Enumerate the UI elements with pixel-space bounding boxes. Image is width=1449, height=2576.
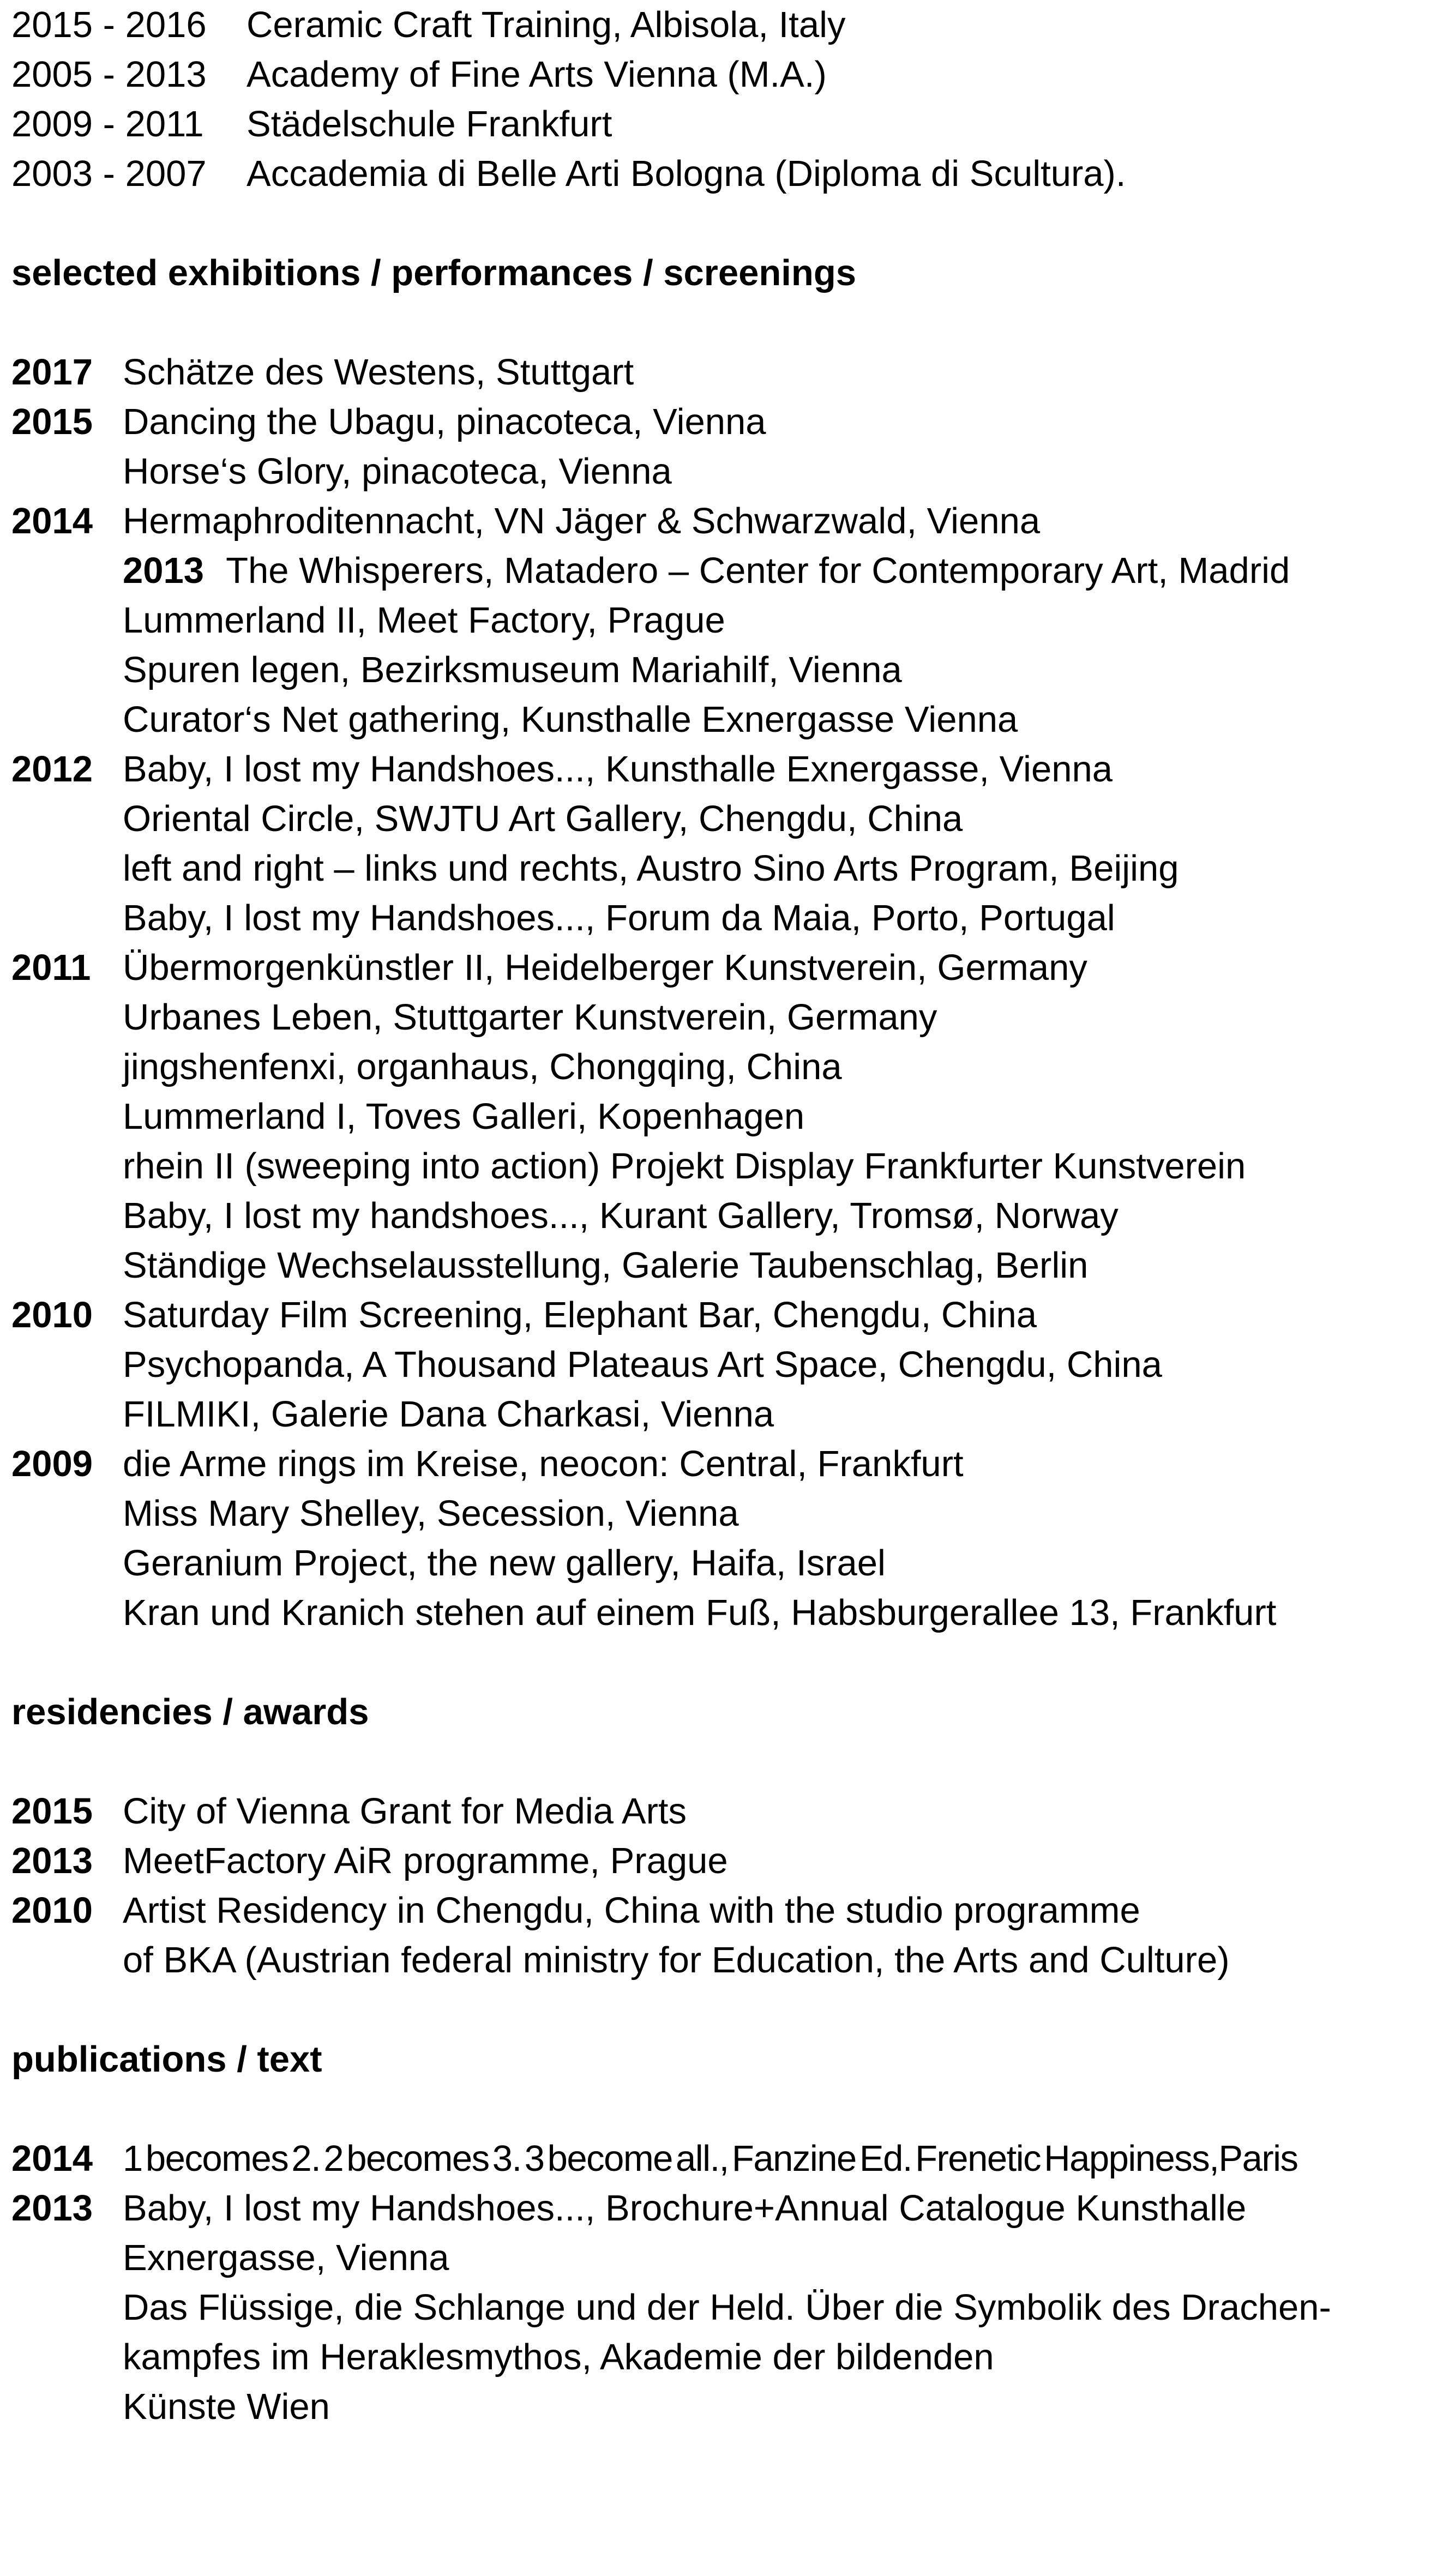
cv-line xyxy=(0,447,1449,496)
cv-line xyxy=(0,1092,1449,1141)
section-gap xyxy=(0,298,1449,347)
cv-line xyxy=(0,1588,1449,1638)
cv-line xyxy=(0,546,1449,595)
cv-line xyxy=(0,1141,1449,1191)
year-label: 2010 xyxy=(11,1890,93,1931)
entry-text: Exnergasse, Vienna xyxy=(123,2237,449,2278)
year-label: 2014 xyxy=(11,501,93,541)
entry-text: Kran und Kranich stehen auf einem Fuß, Habsburgerallee 13, Frankfurt xyxy=(123,1592,1277,1633)
entry-text: FILMIKI, Galerie Dana Charkasi, Vienna xyxy=(123,1394,774,1435)
entry-text: Horse‘s Glory, pinacoteca, Vienna xyxy=(123,451,672,492)
cv-line xyxy=(0,893,1449,943)
entry-text: kampfes im Heraklesmythos, Akademie der bildenden xyxy=(123,2337,994,2378)
cv-line xyxy=(0,1935,1449,1985)
entry-text: 1 becomes 2. 2 becomes 3. 3 become all., Fanzine Ed. Frenetic Happiness,Paris xyxy=(123,2138,1298,2179)
entry-text: MeetFactory AiR programme, Prague xyxy=(123,1840,728,1881)
cv-line xyxy=(0,397,1449,447)
entry-text: Curator‘s Net gathering, Kunsthalle Exnergasse Vienna xyxy=(123,699,1018,740)
cv-line xyxy=(0,844,1449,893)
entry-text: rhein II (sweeping into action) Projekt Display Frankfurter Kunstverein xyxy=(123,1146,1246,1187)
entry-text: of BKA (Austrian federal ministry for Education, the Arts and Culture) xyxy=(123,1940,1230,1981)
cv-line xyxy=(0,347,1449,397)
cv-line xyxy=(0,1836,1449,1886)
entry-text: Lummerland I, Toves Galleri, Kopenhagen xyxy=(123,1096,805,1137)
cv-line xyxy=(0,645,1449,695)
section-gap xyxy=(0,1985,1449,2035)
entry-text: Accademia di Belle Arti Bologna (Diploma di Scultura). xyxy=(246,153,1126,194)
entry-text: City of Vienna Grant for Media Arts xyxy=(123,1791,687,1832)
cv-line xyxy=(0,2233,1449,2283)
section-heading: selected exhibitions / performances / screenings xyxy=(11,252,857,293)
section-gap xyxy=(0,1638,1449,1687)
cv-line xyxy=(0,943,1449,992)
cv-line xyxy=(0,2183,1449,2233)
cv-line xyxy=(0,99,1449,149)
cv-line xyxy=(0,1538,1449,1588)
entry-text: Übermorgenkünstler II, Heidelberger Kunstverein, Germany xyxy=(123,947,1087,988)
entry-text: jingshenfenxi, organhaus, Chongqing, China xyxy=(123,1046,842,1087)
entry-text: Oriental Circle, SWJTU Art Gallery, Chengdu, China xyxy=(123,798,963,839)
section-publications xyxy=(0,1985,1449,2431)
cv-line xyxy=(0,1191,1449,1241)
section-residencies xyxy=(0,1638,1449,1985)
cv-line xyxy=(0,695,1449,744)
year-label: 2009 - 2011 xyxy=(11,104,204,145)
entry-text: Artist Residency in Chengdu, China with the studio programme xyxy=(123,1890,1140,1931)
year-label: 2015 - 2016 xyxy=(11,4,207,45)
year-label: 2015 xyxy=(11,401,93,442)
entry-text: Saturday Film Screening, Elephant Bar, Chengdu, China xyxy=(123,1295,1037,1335)
cv-line xyxy=(0,1389,1449,1439)
cv-line xyxy=(0,1340,1449,1389)
entry-text: Baby, I lost my handshoes..., Kurant Gallery, Tromsø, Norway xyxy=(123,1195,1119,1236)
cv-line xyxy=(0,50,1449,99)
entry-text: Ständige Wechselausstellung, Galerie Taubenschlag, Berlin xyxy=(123,1245,1089,1286)
cv-line xyxy=(0,595,1449,645)
year-label: 2005 - 2013 xyxy=(11,54,207,95)
entry-text: Psychopanda, A Thousand Plateaus Art Space, Chengdu, China xyxy=(123,1344,1162,1385)
cv-line xyxy=(0,744,1449,794)
entry-text: Urbanes Leben, Stuttgarter Kunstverein, Germany xyxy=(123,997,937,1038)
year-label: 2012 xyxy=(11,749,93,790)
cv-line xyxy=(0,1786,1449,1836)
year-label: 2003 - 2007 xyxy=(11,153,207,194)
cv-line xyxy=(0,1439,1449,1489)
entry-text: left and right – links und rechts, Austro Sino Arts Program, Beijing xyxy=(123,848,1179,889)
entry-text: Baby, I lost my Handshoes..., Kunsthalle Exnergasse, Vienna xyxy=(123,749,1113,790)
cv-line xyxy=(0,149,1449,198)
entry-text: Ceramic Craft Training, Albisola, Italy xyxy=(246,4,846,45)
year-label: 2015 xyxy=(11,1791,93,1832)
cv-line xyxy=(0,794,1449,844)
year-label: 2014 xyxy=(11,2138,93,2179)
section-education xyxy=(0,0,1449,198)
cv-line xyxy=(0,1290,1449,1340)
year-label: 2017 xyxy=(11,352,93,393)
entry-text: Geranium Project, the new gallery, Haifa, Israel xyxy=(123,1543,886,1584)
entry-text: Baby, I lost my Handshoes..., Forum da Maia, Porto, Portugal xyxy=(123,898,1115,938)
entry-text: Spuren legen, Bezirksmuseum Mariahilf, Vienna xyxy=(123,649,902,690)
cv-line xyxy=(0,2134,1449,2183)
section-gap xyxy=(0,2084,1449,2134)
year-label: 2013 xyxy=(11,2188,93,2229)
cv-line xyxy=(0,2283,1449,2332)
entry-text: Dancing the Ubagu, pinacoteca, Vienna xyxy=(123,401,766,442)
entry-text: Lummerland II, Meet Factory, Prague xyxy=(123,600,725,641)
cv-line xyxy=(0,496,1449,546)
cv-line xyxy=(0,992,1449,1042)
entry-text: Das Flüssige, die Schlange und der Held. Über die Symbolik des Drachen- xyxy=(123,2287,1331,2328)
entry-text: Baby, I lost my Handshoes..., Brochure+Annual Catalogue Kunsthalle xyxy=(123,2188,1247,2229)
cv-line xyxy=(0,0,1449,50)
entry-text: 2013 The Whisperers, Matadero – Center for Contemporary Art, Madrid xyxy=(123,550,1290,591)
year-label: 2010 xyxy=(11,1295,93,1335)
cv-line xyxy=(0,1241,1449,1290)
cv-line xyxy=(0,1886,1449,1935)
section-heading: residencies / awards xyxy=(11,1692,369,1732)
entry-text: Künste Wien xyxy=(123,2386,330,2427)
section-gap xyxy=(0,198,1449,248)
cv-line xyxy=(0,1042,1449,1092)
cv-line xyxy=(0,2382,1449,2431)
year-label: 2009 xyxy=(11,1443,93,1484)
entry-text: die Arme rings im Kreise, neocon: Central, Frankfurt xyxy=(123,1443,964,1484)
cv-line xyxy=(0,2332,1449,2382)
year-label: 2013 xyxy=(11,1840,93,1881)
section-heading: publications / text xyxy=(11,2039,322,2080)
entry-text: Academy of Fine Arts Vienna (M.A.) xyxy=(246,54,827,95)
year-label: 2013 xyxy=(123,550,205,591)
entry-text: Schätze des Westens, Stuttgart xyxy=(123,352,634,393)
entry-text: Städelschule Frankfurt xyxy=(246,104,612,145)
section-exhibitions xyxy=(0,198,1449,1638)
section-gap xyxy=(0,1737,1449,1786)
entry-text: Miss Mary Shelley, Secession, Vienna xyxy=(123,1493,739,1534)
entry-text: Hermaphroditennacht, VN Jäger & Schwarzwald, Vienna xyxy=(123,501,1041,541)
year-label: 2011 xyxy=(11,947,91,988)
cv-line xyxy=(0,1489,1449,1538)
